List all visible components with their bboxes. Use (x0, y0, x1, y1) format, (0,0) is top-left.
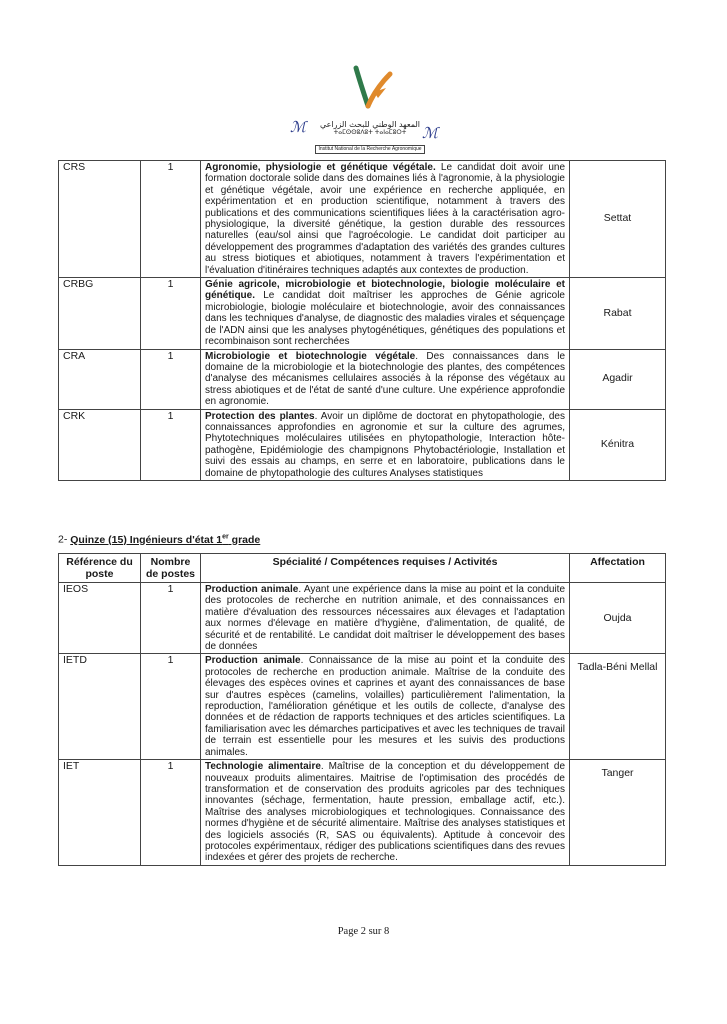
table-header-row (59, 554, 666, 583)
post-description (201, 760, 570, 866)
post-count: 1 (141, 654, 201, 760)
positions-table-1 (58, 160, 666, 481)
post-reference: IEOS (59, 583, 141, 654)
post-location: Settat (570, 161, 666, 278)
specialty-text: . Connaissance de la mise au point et la conduite des protocoles de recherche en production animale. Maîtrise de la conduite des élevages des espèces ovines et caprines et ayant des connaissances de base sur d'autres espèces (camelins, volailles) particulièrement l'alimentation, la reproduction, l'amélioration génétique et les outils de collecte, d'analyse des données et de rédaction de rapports techniques et des articles scientifiques. La familiarisation avec les démarches participatives et avec les techniques de travail de terrain est essentielle pour les mesures et les suivis des productions animales. (205, 655, 565, 758)
page-number: Page 2 sur 8 (337, 926, 390, 937)
post-location: Kénitra (570, 409, 666, 480)
header-assignment: Affectation (570, 554, 666, 583)
post-reference: CRBG (59, 278, 141, 349)
table-row (59, 654, 666, 760)
post-reference: CRA (59, 349, 141, 409)
handwritten-initials-left: ℳ (290, 118, 307, 136)
table-row (59, 409, 666, 480)
post-count: 1 (141, 760, 201, 866)
section-heading: Quinze (15) Ingénieurs d'état 1er grade (70, 533, 261, 546)
header-specialty: Spécialité / Compétences requises / Activités (201, 554, 570, 583)
post-location: Rabat (570, 278, 666, 349)
specialty-text: Le candidat doit maîtriser les approches de Génie agricole microbiologie, biologie moléculaire et biotechnologie, avoir des connaissances dans les techniques d'analyse, de diagnostic des maladies virales et séquençage de l'ADN ainsi que les analyses phytogénétiques, génétiques des populations et recombinaison sont recherchées (205, 290, 565, 348)
post-description (201, 161, 570, 278)
logo-tifinagh-text: ⵜⴰⵎⵙⵙⵓⴷⵓⵜ ⵜⴰⵏⴰⵎⵓⵔⵜ (333, 129, 407, 136)
specialty-title: Technologie alimentaire (205, 761, 321, 773)
post-description (201, 654, 570, 760)
specialty-title: Production animale (205, 584, 299, 595)
post-location: Agadir (570, 349, 666, 409)
post-count: 1 (141, 409, 201, 480)
specialty-title: Protection des plantes (205, 410, 315, 422)
post-description (201, 409, 570, 480)
institution-logo (300, 62, 440, 162)
specialty-text: . Des connaissances dans le domaine de la microbiologie et la biotechnologie des plantes, des compétences d'analyse des mécanismes cellulaires associés à la réponse des végétaux au stress abiotiques et de l'état de santé d'une culture. Une expérience approfondie en agronomie. (205, 350, 566, 408)
positions-table-2 (58, 553, 666, 866)
post-count: 1 (141, 161, 201, 278)
table-row (59, 583, 666, 654)
specialty-text: . Avoir un diplôme de doctorat en phytopathologie, des connaissances approfondies en agronomie et sur la culture des agrumes, Phytotechniques moléculaires utilisées en phytopathologie, Interaction hôte-pathogène, Epidémiologie des champignons Phytobactériologie, Installation et suivi des essais au champs, en serre et en laboratoire, publications dans le domaine de phytopathologie des cultures Analyses statistiques (205, 410, 565, 479)
handwritten-initials-right: ℳ (422, 124, 439, 142)
post-count: 1 (141, 278, 201, 349)
post-description (201, 278, 570, 349)
post-location: Oujda (570, 583, 666, 654)
specialty-title: Microbiologie et biotechnologie végétale (205, 350, 416, 362)
table-row (59, 349, 666, 409)
inra-logo-icon (338, 62, 398, 122)
post-location: Tanger (570, 760, 666, 866)
post-count: 1 (141, 349, 201, 409)
specialty-title: Agronomie, physiologie et génétique végétale. (205, 162, 436, 173)
specialty-title: Production animale (205, 655, 301, 667)
specialty-text: Le candidat doit avoir une formation doctorale solide dans des domaines liés à l'agronomie, à la physiologie et génétique végétale, avoir une expérience en recherche appliquée, en expérimentation et en production scientifique, notamment à travers des publications et des communications scientifiques liées à la caractérisation agro-physiologique, la diversité génétique, la gestion durable des ressources naturelles (eau/sol ainsi que l'agroécologie. Le candidat doit participer au développement des programmes d'adaptation des variétés des grandes cultures au stress biotiques et abiotiques, notamment à travers l'expérimentation et l'évaluation d'itinéraires techniques adaptés aux contextes de production. (205, 162, 566, 276)
section-title (58, 533, 260, 546)
logo-french-text: Institut National de la Recherche Agronomique (315, 145, 424, 154)
post-description (201, 349, 570, 409)
specialty-text: . Ayant une expérience dans la mise au point et la conduite des protocoles de recherche en nutrition animale, et des connaissances en matière d'évaluation des ressources nécessaires aux élevages et l'adaptation aux normes d'élevage en matière d'hygiène, d'alimentation, de qualité, de sécurité et de rentabilité. Le candidat doit maîtriser le développement des bases de données (205, 584, 566, 653)
specialty-text: . Maîtrise de la conception et du développement de nouveaux produits alimentaires. Maitrise de l'optimisation des procédés de transformation et de conservation des produits agricoles par des techniques innovantes (séchage, fermentation, haute pression, emballage actif, etc.). Maîtrise des analyses microbiologiques et technologiques. Connaissance des normes d'hygiène et de sécurité alimentaire. Maîtrise des analyses statistiques et des logiciels associés (R, SAS ou équivalents). Aptitude à concevoir des protocoles expérimentaux, rédiger des publications scientifiques dans des revues indexées et gérer des projets de recherche. (205, 761, 566, 864)
header-count: Nombre de postes (141, 554, 201, 583)
post-location: Tadla-Béni Mellal (570, 654, 666, 760)
table-row (59, 278, 666, 349)
logo-arabic-text: المعهد الوطني للبحث الزراعي (319, 120, 421, 129)
post-count: 1 (141, 583, 201, 654)
table-row (59, 161, 666, 278)
post-reference: CRS (59, 161, 141, 278)
table-row (59, 760, 666, 866)
post-description (201, 583, 570, 654)
post-reference: IETD (59, 654, 141, 760)
specialty-title: Génie agricole, microbiologie et biotechnologie, biologie moléculaire et génétique. (205, 279, 565, 302)
post-reference: CRK (59, 409, 141, 480)
header-reference: Référence du poste (59, 554, 141, 583)
section-number: 2- (58, 533, 71, 546)
post-reference: IET (59, 760, 141, 866)
